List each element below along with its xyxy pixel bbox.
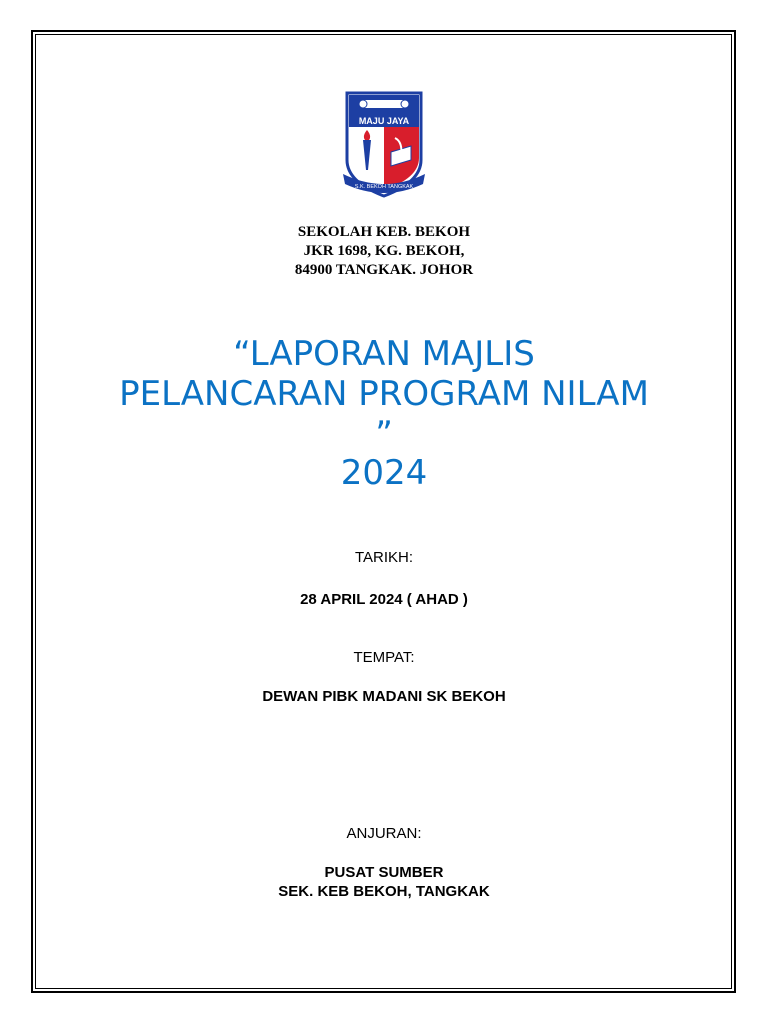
school-address-line2: 84900 TANGKAK. JOHOR xyxy=(294,262,474,278)
organizer-line1: PUSAT SUMBER xyxy=(324,864,444,881)
report-title xyxy=(0,334,768,454)
organizer-value xyxy=(0,863,768,901)
report-year: 2024 xyxy=(340,453,428,493)
report-title-line1: “LAPORAN MAJLIS xyxy=(233,334,535,374)
report-title-line3: ” xyxy=(375,414,393,454)
report-title-line2: PELANCARAN PROGRAM NILAM xyxy=(119,374,649,414)
organizer-line2: SEK. KEB BEKOH, TANGKAK xyxy=(278,883,490,900)
venue-label: TEMPAT: xyxy=(353,649,415,666)
school-address-line1: JKR 1698, KG. BEKOH, xyxy=(303,243,465,259)
logo-motto-text: MAJU JAYA xyxy=(358,116,410,126)
organizer-label: ANJURAN: xyxy=(346,825,422,842)
logo-ribbon-text: S.K. BEKOH TANGKAK xyxy=(354,184,414,190)
venue-value: DEWAN PIBK MADANI SK BEKOH xyxy=(262,688,506,705)
date-label: TARIKH: xyxy=(354,549,414,566)
school-crest-logo xyxy=(337,90,431,200)
date-value: 28 APRIL 2024 ( AHAD ) xyxy=(300,591,468,608)
school-name: SEKOLAH KEB. BEKOH xyxy=(297,224,471,240)
school-address-block xyxy=(0,223,768,280)
